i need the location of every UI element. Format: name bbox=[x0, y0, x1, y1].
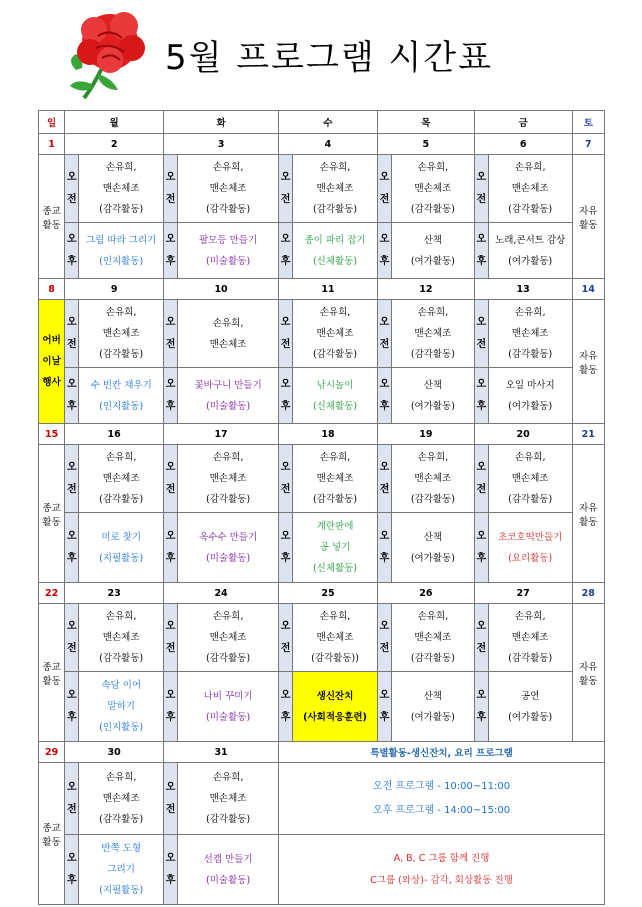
weekday-fri: 금 bbox=[474, 111, 572, 134]
saturday-activity: 자유 활동 bbox=[572, 445, 604, 583]
week3-pm-row bbox=[39, 513, 605, 583]
pm-label: 오 후 bbox=[164, 223, 178, 279]
am-label: 오 전 bbox=[474, 604, 488, 672]
pm-program: 그림 따라 그리기 (인지활동) bbox=[79, 223, 164, 279]
date-cell: 10 bbox=[164, 279, 279, 300]
am-program: 손유희, 맨손체조 (감각활동) bbox=[392, 155, 475, 223]
pm-program: 공연 (여가활동) bbox=[488, 672, 572, 742]
date-cell: 12 bbox=[377, 279, 474, 300]
am-label: 오 전 bbox=[164, 763, 178, 835]
pm-program: 속담 이어 말하기 (인지활동) bbox=[79, 672, 164, 742]
week1-am-row bbox=[39, 155, 605, 223]
pm-label: 오 후 bbox=[474, 223, 488, 279]
date-cell: 11 bbox=[279, 279, 378, 300]
pm-label: 오 후 bbox=[65, 672, 79, 742]
date-cell: 31 bbox=[164, 742, 279, 763]
am-label: 오 전 bbox=[65, 604, 79, 672]
saturday-activity: 자유 활동 bbox=[572, 604, 604, 742]
date-sun: 15 bbox=[39, 424, 65, 445]
date-cell: 4 bbox=[279, 134, 378, 155]
weekday-mon: 월 bbox=[65, 111, 164, 134]
week2-am-row bbox=[39, 300, 605, 368]
pm-label: 오 후 bbox=[474, 672, 488, 742]
pm-program: 산책 (여가활동) bbox=[392, 223, 475, 279]
date-cell: 20 bbox=[474, 424, 572, 445]
pm-program: 나비 꾸미기 (미술활동) bbox=[178, 672, 279, 742]
am-program: 손유희, 맨손체조 (감각활동) bbox=[79, 763, 164, 835]
pm-program: 낚시놀이 (신체활동) bbox=[293, 368, 378, 424]
sunday-activity: 종교 활동 bbox=[39, 445, 65, 583]
date-sun: 29 bbox=[39, 742, 65, 763]
am-program: 손유희, 맨손체조 (감각활동) bbox=[79, 445, 164, 513]
am-label: 오 전 bbox=[164, 604, 178, 672]
am-program: 손유희, 맨손체조 (감각활동) bbox=[178, 763, 279, 835]
am-label: 오 전 bbox=[377, 604, 391, 672]
pm-program: 옥수수 만들기 (미술활동) bbox=[178, 513, 279, 583]
date-cell: 23 bbox=[65, 583, 164, 604]
date-cell: 3 bbox=[164, 134, 279, 155]
am-program: 손유희, 맨손체조 (감각활동) bbox=[488, 300, 572, 368]
date-sat: 7 bbox=[572, 134, 604, 155]
week1-daynum-row bbox=[39, 134, 605, 155]
am-label: 오 전 bbox=[65, 763, 79, 835]
am-label: 오 전 bbox=[474, 445, 488, 513]
pm-program: 반쪽 도형 그리기 (지필활동) bbox=[79, 835, 164, 905]
am-program: 손유희, 맨손체조 (감각활동) bbox=[79, 155, 164, 223]
week4-pm-row bbox=[39, 672, 605, 742]
date-cell: 13 bbox=[474, 279, 572, 300]
date-cell: 9 bbox=[65, 279, 164, 300]
week4-daynum-row bbox=[39, 583, 605, 604]
weekday-tue: 화 bbox=[164, 111, 279, 134]
am-label: 오 전 bbox=[164, 155, 178, 223]
pm-label: 오 후 bbox=[164, 368, 178, 424]
am-program: 손유희, 맨손체조 (감각활동) bbox=[392, 604, 475, 672]
am-program: 손유희, 맨손체조 (감각활동) bbox=[293, 300, 378, 368]
week5-am-row bbox=[39, 763, 605, 835]
week3-am-row bbox=[39, 445, 605, 513]
am-program: 손유희, 맨손체조 (감각활동) bbox=[488, 604, 572, 672]
saturday-activity: 자유 활동 bbox=[572, 155, 604, 279]
pm-program: 산책 (여가활동) bbox=[392, 513, 475, 583]
am-label: 오 전 bbox=[377, 300, 391, 368]
date-cell: 30 bbox=[65, 742, 164, 763]
date-cell: 6 bbox=[474, 134, 572, 155]
pm-label: 오 후 bbox=[279, 672, 293, 742]
weekday-header-row bbox=[39, 111, 605, 134]
am-program: 손유희, 맨손체조 bbox=[178, 300, 279, 368]
date-cell: 24 bbox=[164, 583, 279, 604]
pm-label: 오 후 bbox=[377, 672, 391, 742]
pm-label: 오 후 bbox=[279, 223, 293, 279]
weekday-thu: 목 bbox=[377, 111, 474, 134]
am-program: 손유희, 맨손체조 (감각활동)) bbox=[293, 604, 378, 672]
page-title: 5월 프로그램 시간표 bbox=[165, 38, 493, 78]
am-label: 오 전 bbox=[377, 445, 391, 513]
pm-label: 오 후 bbox=[474, 513, 488, 583]
date-cell: 5 bbox=[377, 134, 474, 155]
carnation-flower-icon bbox=[62, 8, 157, 100]
weekday-sun: 일 bbox=[39, 111, 65, 134]
date-cell: 16 bbox=[65, 424, 164, 445]
special-activity-title: 특별활동-생신잔치, 요리 프로그램 bbox=[279, 742, 605, 763]
pm-program: 산책 (여가활동) bbox=[392, 672, 475, 742]
pm-program: 오일 마사지 (여가활동) bbox=[488, 368, 572, 424]
am-program: 손유희, 맨손체조 (감각활동) bbox=[293, 155, 378, 223]
pm-label: 오 후 bbox=[474, 368, 488, 424]
date-cell: 19 bbox=[377, 424, 474, 445]
saturday-activity: 자유 활동 bbox=[572, 300, 604, 424]
pm-program: 꽃바구니 만들기 (미술활동) bbox=[178, 368, 279, 424]
date-cell: 25 bbox=[279, 583, 378, 604]
date-cell: 2 bbox=[65, 134, 164, 155]
date-sat: 28 bbox=[572, 583, 604, 604]
am-program: 손유희, 맨손체조 (감각활동) bbox=[293, 445, 378, 513]
am-program: 손유희, 맨손체조 (감각활동) bbox=[178, 155, 279, 223]
date-sun: 1 bbox=[39, 134, 65, 155]
am-label: 오 전 bbox=[279, 300, 293, 368]
sunday-activity: 종교 활동 bbox=[39, 763, 65, 905]
date-sat: 14 bbox=[572, 279, 604, 300]
am-program: 손유희, 맨손체조 (감각활동) bbox=[392, 300, 475, 368]
pm-program: 산책 (여가활동) bbox=[392, 368, 475, 424]
page-header bbox=[0, 0, 642, 105]
date-sun: 22 bbox=[39, 583, 65, 604]
am-label: 오 전 bbox=[377, 155, 391, 223]
date-cell: 27 bbox=[474, 583, 572, 604]
pm-program: 계란판에 공 넣기 (신체활동) bbox=[293, 513, 378, 583]
pm-program: 초코호떡만들기 (요리활동) bbox=[488, 513, 572, 583]
week2-pm-row bbox=[39, 368, 605, 424]
pm-label: 오 후 bbox=[279, 513, 293, 583]
sunday-activity: 종교 활동 bbox=[39, 155, 65, 279]
week3-daynum-row bbox=[39, 424, 605, 445]
am-label: 오 전 bbox=[474, 300, 488, 368]
am-program: 손유희, 맨손체조 (감각활동) bbox=[488, 445, 572, 513]
date-cell: 17 bbox=[164, 424, 279, 445]
schedule-table bbox=[38, 110, 605, 905]
birthday-party-cell: 생신잔치 (사회적응훈련) bbox=[293, 672, 378, 742]
pm-label: 오 후 bbox=[377, 368, 391, 424]
am-program: 손유희, 맨손체조 (감각활동) bbox=[178, 445, 279, 513]
am-label: 오 전 bbox=[65, 155, 79, 223]
am-program: 손유희, 맨손체조 (감각활동) bbox=[488, 155, 572, 223]
pm-label: 오 후 bbox=[164, 513, 178, 583]
week4-am-row bbox=[39, 604, 605, 672]
pm-label: 오 후 bbox=[164, 835, 178, 905]
date-cell: 26 bbox=[377, 583, 474, 604]
sunday-activity: 종교 활동 bbox=[39, 604, 65, 742]
am-program: 손유희, 맨손체조 (감각활동) bbox=[79, 300, 164, 368]
am-label: 오 전 bbox=[279, 445, 293, 513]
pm-label: 오 후 bbox=[377, 513, 391, 583]
am-label: 오 전 bbox=[164, 445, 178, 513]
pm-program: 선캡 만들기 (미술활동) bbox=[178, 835, 279, 905]
group-note: A, B, C 그룹 함께 진행 C그룹 (와상)- 감각, 회상활동 진행 bbox=[279, 835, 605, 905]
pm-label: 오 후 bbox=[65, 368, 79, 424]
program-times-note: 오전 프로그램 - 10:00~11:00 오후 프로그램 - 14:00~15:00 bbox=[279, 763, 605, 835]
am-program: 손유희, 맨손체조 (감각활동) bbox=[178, 604, 279, 672]
week1-pm-row bbox=[39, 223, 605, 279]
am-label: 오 전 bbox=[65, 300, 79, 368]
date-sun: 8 bbox=[39, 279, 65, 300]
pm-program: 노래,콘서트 감상 (여가활동) bbox=[488, 223, 572, 279]
parents-day-event: 어버 이날 행사 bbox=[39, 300, 65, 424]
pm-label: 오 후 bbox=[65, 513, 79, 583]
pm-program: 팔모등 만들기 (미술활동) bbox=[178, 223, 279, 279]
pm-label: 오 후 bbox=[65, 835, 79, 905]
pm-program: 종이 파리 잡기 (신체활동) bbox=[293, 223, 378, 279]
am-label: 오 전 bbox=[164, 300, 178, 368]
am-label: 오 전 bbox=[279, 155, 293, 223]
am-label: 오 전 bbox=[279, 604, 293, 672]
pm-label: 오 후 bbox=[164, 672, 178, 742]
pm-label: 오 후 bbox=[65, 223, 79, 279]
am-program: 손유희, 맨손체조 (감각활동) bbox=[79, 604, 164, 672]
week5-daynum-row bbox=[39, 742, 605, 763]
weekday-wed: 수 bbox=[279, 111, 378, 134]
pm-program: 수 빈칸 채우기 (인지활동) bbox=[79, 368, 164, 424]
am-program: 손유희, 맨손체조 (감각활동) bbox=[392, 445, 475, 513]
week5-pm-row bbox=[39, 835, 605, 905]
pm-label: 오 후 bbox=[279, 368, 293, 424]
date-cell: 18 bbox=[279, 424, 378, 445]
week2-daynum-row bbox=[39, 279, 605, 300]
pm-label: 오 후 bbox=[377, 223, 391, 279]
am-label: 오 전 bbox=[474, 155, 488, 223]
am-label: 오 전 bbox=[65, 445, 79, 513]
date-sat: 21 bbox=[572, 424, 604, 445]
pm-program: 미로 찾기 (지필활동) bbox=[79, 513, 164, 583]
weekday-sat: 토 bbox=[572, 111, 604, 134]
